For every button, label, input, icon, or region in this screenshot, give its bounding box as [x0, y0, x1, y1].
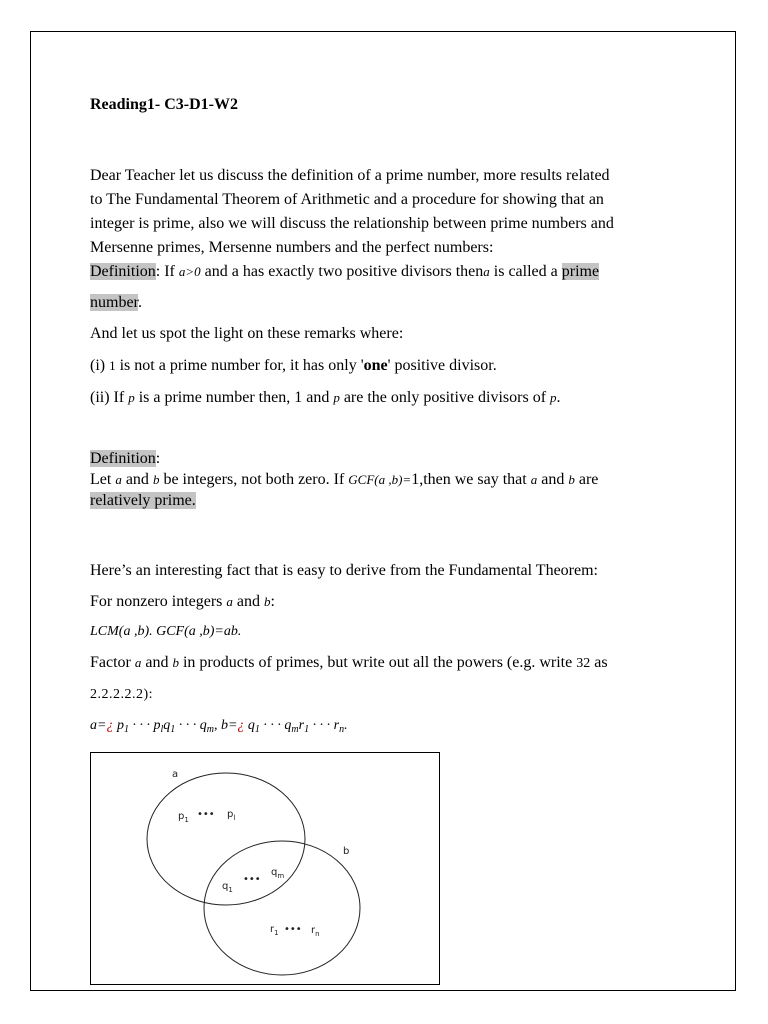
math: · · · q [175, 718, 207, 733]
r-last-label [311, 925, 320, 938]
math: 1 [109, 358, 116, 373]
subscript: m [206, 724, 214, 735]
interesting-fact: Here’s an interesting fact that is easy to derive from the Fundamental Theorem: [90, 562, 598, 579]
text: and a has exactly two positive divisors then [200, 263, 484, 280]
text: (ii) If [90, 389, 129, 406]
r-first-label [270, 924, 279, 937]
q-last-label [271, 867, 284, 880]
math: GCF(a ,b)= [348, 472, 412, 487]
text: are [574, 471, 599, 488]
p-letter: p [178, 811, 185, 822]
text: 1,then we say that [411, 471, 531, 488]
math: · · · q [259, 718, 292, 733]
subscript: 1 [304, 724, 310, 735]
q-first-label [222, 881, 233, 894]
math: b [152, 472, 160, 487]
intro-line-2: to The Fundamental Theorem of Arithmetic and a procedure for showing that an [90, 191, 604, 208]
definition-relprime-label [90, 449, 160, 469]
math: a [226, 594, 233, 609]
remark-1 [90, 356, 497, 376]
q-last-sub: m [277, 872, 285, 880]
nonzero-integers [90, 592, 275, 612]
definition-prime-end [90, 293, 142, 313]
document-title: Reading1- C3-D1-W2 [90, 96, 238, 113]
text: For nonzero integers [90, 593, 227, 610]
p-first-sub: 1 [184, 816, 189, 824]
math: p [113, 718, 124, 733]
math: p [333, 390, 340, 405]
text: and [537, 471, 569, 488]
math: q [244, 718, 255, 733]
math: p [550, 390, 557, 405]
highlighted-term: relatively prime. [90, 492, 196, 509]
math: a [483, 264, 490, 279]
definition-relprime-end [90, 491, 196, 511]
math: 32 [576, 656, 591, 671]
bold-text: one [363, 357, 388, 374]
definition-label: Definition [90, 450, 156, 467]
math: a>0 [178, 264, 201, 279]
remark-2 [90, 388, 561, 408]
venn-diagram [90, 752, 440, 985]
text: : [270, 593, 275, 610]
text: is not a prime number for, it has only ' [115, 357, 364, 374]
math: a [134, 655, 142, 670]
subscript: l [160, 724, 164, 735]
text: in products of primes, but write out all the powers (e.g. write [178, 654, 577, 671]
math-error-glyph: ¿ [237, 718, 245, 733]
math: b [264, 594, 271, 609]
text: : [155, 450, 161, 467]
math: p [128, 390, 135, 405]
text: be integers, not both zero. If [159, 471, 349, 488]
p-dots: ••• [197, 809, 215, 820]
math: · · · p [128, 718, 161, 733]
math: . [344, 718, 348, 733]
r-first-sub: 1 [274, 929, 279, 937]
p-last-label [227, 809, 235, 822]
intro-line-4: Mersenne primes, Mersenne numbers and the perfect numbers: [90, 239, 494, 256]
text: and [141, 654, 173, 671]
q-letter: q [271, 867, 278, 878]
lcm-gcf-formula: LCM(a ,b). GCF(a ,b)=ab. [90, 624, 242, 639]
powers-example: 2.2.2.2.2): [90, 687, 154, 702]
set-b-label: b [343, 846, 350, 857]
intro-line-1: Dear Teacher let us discuss the definition of a prime number, more results related [90, 167, 610, 184]
text: is called a [489, 263, 562, 280]
set-a-label: a [172, 769, 179, 780]
text: Factor [90, 654, 135, 671]
text: is a prime number then, 1 and [134, 389, 334, 406]
math: a [530, 472, 538, 487]
q-letter: q [222, 881, 229, 892]
text: (i) [90, 357, 110, 374]
r-letter: r [270, 924, 275, 935]
math: r [298, 718, 305, 733]
math-error-glyph: ¿ [106, 718, 114, 733]
r-letter: r [311, 925, 316, 936]
intro-line-3: integer is prime, also we will discuss the relationship between prime numbers and [90, 215, 614, 232]
definition-prime [90, 262, 599, 282]
math: q [163, 718, 171, 733]
r-dots: ••• [284, 924, 302, 935]
text: ' positive divisor. [387, 357, 497, 374]
p-letter: p [227, 809, 234, 820]
math: · · · r [309, 718, 340, 733]
p-last-sub: l [233, 814, 236, 822]
text: : If [155, 263, 179, 280]
r-last-sub: n [315, 930, 320, 938]
subscript: m [291, 724, 299, 735]
set-b-circle [204, 841, 360, 975]
q-dots: ••• [243, 874, 261, 885]
math: a= [90, 718, 107, 733]
q-first-sub: 1 [228, 886, 233, 894]
definition-label: Definition [90, 263, 156, 280]
highlighted-term: number [90, 294, 138, 311]
p-first-label [178, 811, 189, 824]
math: b [568, 472, 575, 487]
venn-svg [91, 753, 439, 984]
definition-relprime [90, 470, 598, 490]
subscript: 1 [123, 724, 129, 735]
math: b [172, 655, 179, 670]
text: Let [90, 471, 116, 488]
highlighted-term: prime [561, 263, 600, 280]
factor-instruction [90, 653, 608, 674]
remarks-intro: And let us spot the light on these remarks where: [90, 325, 404, 342]
math: , b= [213, 718, 238, 733]
text: are the only positive divisors of [339, 389, 551, 406]
subscript: 1 [170, 724, 176, 735]
text: and [121, 471, 153, 488]
text: . [556, 389, 561, 406]
text: and [232, 593, 265, 610]
math: a [115, 472, 122, 487]
factorization-formula [90, 716, 348, 740]
text: as [590, 654, 608, 671]
subscript: n [339, 724, 345, 735]
text: . [138, 294, 142, 311]
subscript: 1 [254, 724, 260, 735]
